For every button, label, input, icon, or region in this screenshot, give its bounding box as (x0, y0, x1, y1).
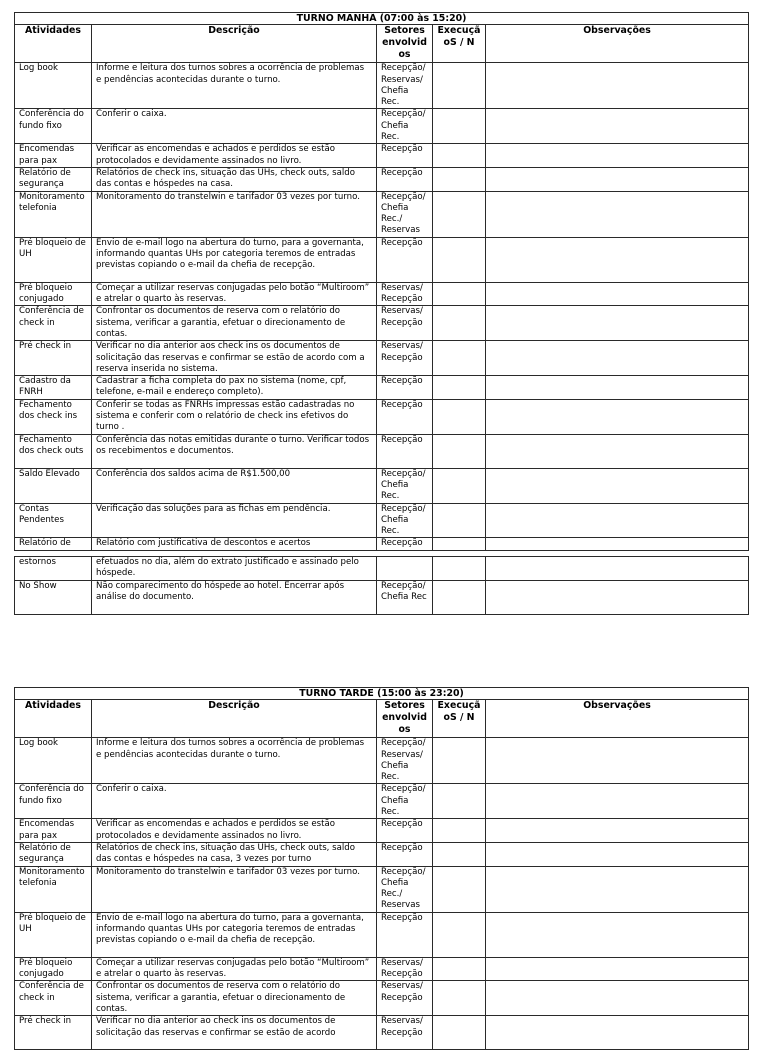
activity-cell: Contas Pendentes (15, 503, 92, 538)
table-row (15, 784, 749, 819)
execution-cell (433, 306, 486, 341)
activity-cell: Relatório de segurança (15, 842, 92, 866)
sectors-cell: Recepção (377, 376, 433, 400)
execution-cell (433, 819, 486, 843)
header-description: Descrição (92, 700, 377, 738)
sectors-cell: Recepção (377, 434, 433, 468)
execution-cell (433, 341, 486, 376)
sectors-cell: Recepção (377, 842, 433, 866)
description-cell: Envio de e-mail logo na abertura do turno, para a governanta, informando quantas UHs por categoria teremos de entradas previstas copiando o e-mail da chefia de recepção. (92, 237, 377, 282)
description-cell: Envio de e-mail logo na abertura do turno, para a governanta, informando quantas UHs por categoria teremos de entradas previstas copiando o e-mail da chefia de recepção. (92, 912, 377, 957)
execution-cell (433, 538, 486, 550)
execution-cell (433, 399, 486, 434)
execution-cell (433, 282, 486, 306)
table-row (15, 957, 749, 981)
observations-cell (486, 819, 749, 843)
table-row (15, 306, 749, 341)
sectors-cell: Reservas/ Recepção (377, 282, 433, 306)
execution-cell (433, 957, 486, 981)
sectors-cell: Recepção (377, 399, 433, 434)
description-cell: Verificação das soluções para as fichas em pendência. (92, 503, 377, 538)
activity-cell: Monitoramento telefonia (15, 191, 92, 237)
observations-cell (486, 557, 749, 581)
sectors-cell: Reservas/ Recepção (377, 306, 433, 341)
sectors-cell: Recepção (377, 144, 433, 168)
header-sectors: Setores envolvidos (377, 700, 433, 738)
sectors-cell: Recepção/ Chefia Rec. (377, 503, 433, 538)
execution-cell (433, 376, 486, 400)
table-row (15, 167, 749, 191)
description-cell: Conferir o caixa. (92, 109, 377, 144)
description-cell: Não comparecimento do hóspede ao hotel. Encerrar após análise do documento. (92, 580, 377, 614)
table-row (15, 580, 749, 614)
activity-cell: Cadastro da FNRH (15, 376, 92, 400)
execution-cell (433, 842, 486, 866)
activity-cell: Monitoramento telefonia (15, 866, 92, 912)
description-cell: efetuados no dia, além do extrato justificado e assinado pelo hóspede. (92, 557, 377, 581)
sectors-cell: Recepção (377, 237, 433, 282)
observations-cell (486, 191, 749, 237)
activity-cell: Fechamento dos check ins (15, 399, 92, 434)
table-row (15, 191, 749, 237)
sectors-cell: Recepção (377, 819, 433, 843)
description-cell: Monitoramento do transtelwin e tarifador 03 vezes por turno. (92, 866, 377, 912)
observations-cell (486, 144, 749, 168)
observations-cell (486, 784, 749, 819)
observations-cell (486, 842, 749, 866)
observations-cell (486, 282, 749, 306)
description-cell: Confrontar os documentos de reserva com o relatório do sistema, verificar a garantia, efetuar o direcionamento de contas. (92, 981, 377, 1016)
activity-cell: Conferência do fundo fixo (15, 109, 92, 144)
header-activity: Atividades (15, 25, 92, 63)
sectors-cell (377, 557, 433, 581)
description-cell: Confrontar os documentos de reserva com o relatório do sistema, verificar a garantia, efetuar o direcionamento de contas. (92, 306, 377, 341)
activity-cell: Pré bloqueio conjugado (15, 282, 92, 306)
activity-cell: Pré check in (15, 341, 92, 376)
table-row (15, 144, 749, 168)
execution-cell (433, 63, 486, 109)
table-row (15, 866, 749, 912)
sectors-cell: Recepção/ Reservas/ Chefia Rec. (377, 738, 433, 784)
table-row (15, 341, 749, 376)
activity-cell: Encomendas para pax (15, 819, 92, 843)
sectors-cell: Recepção/ Chefia Rec./ Reservas (377, 866, 433, 912)
sectors-cell: Reservas/ Recepção (377, 1016, 433, 1050)
activity-cell: estornos (15, 557, 92, 581)
observations-cell (486, 957, 749, 981)
execution-cell (433, 557, 486, 581)
table-row (15, 468, 749, 503)
sectors-cell: Recepção/ Chefia Rec (377, 580, 433, 614)
header-observations: Observações (486, 25, 749, 63)
execution-cell (433, 109, 486, 144)
header-observations: Observações (486, 700, 749, 738)
execution-cell (433, 866, 486, 912)
description-cell: Começar a utilizar reservas conjugadas pelo botão “Multiroom” e atrelar o quarto às reservas. (92, 957, 377, 981)
execution-cell (433, 144, 486, 168)
execution-cell (433, 738, 486, 784)
execution-cell (433, 981, 486, 1016)
observations-cell (486, 434, 749, 468)
execution-cell (433, 434, 486, 468)
description-cell: Verificar no dia anterior ao check ins os documentos de solicitação das reservas e confirmar se estão de acordo (92, 1016, 377, 1050)
observations-cell (486, 1016, 749, 1050)
activity-cell: Conferência de check in (15, 981, 92, 1016)
table-row (15, 819, 749, 843)
description-cell: Verificar as encomendas e achados e perdidos se estão protocolados e devidamente assinados no livro. (92, 144, 377, 168)
description-cell: Conferir o caixa. (92, 784, 377, 819)
table-row (15, 376, 749, 400)
execution-cell (433, 237, 486, 282)
observations-cell (486, 237, 749, 282)
description-cell: Relatórios de check ins, situação das UHs, check outs, saldo das contas e hóspedes na casa. (92, 167, 377, 191)
table-row (15, 842, 749, 866)
description-cell: Relatório com justificativa de descontos e acertos (92, 538, 377, 550)
description-cell: Conferência das notas emitidas durante o turno. Verificar todos os recebimentos e documentos. (92, 434, 377, 468)
sectors-cell: Recepção/ Chefia Rec. (377, 109, 433, 144)
header-activity: Atividades (15, 700, 92, 738)
afternoon-shift-title: TURNO TARDE (15:00 às 23:20) (15, 688, 749, 700)
observations-cell (486, 341, 749, 376)
sectors-cell: Recepção (377, 538, 433, 550)
activity-cell: Pré bloqueio de UH (15, 912, 92, 957)
activity-cell: Fechamento dos check outs (15, 434, 92, 468)
activity-cell: Conferência de check in (15, 306, 92, 341)
sectors-cell: Reservas/ Recepção (377, 981, 433, 1016)
description-cell: Conferir se todas as FNRHs impressas estão cadastradas no sistema e conferir com o relatório de check ins efetivos do turno . (92, 399, 377, 434)
description-cell: Informe e leitura dos turnos sobres a ocorrência de problemas e pendências acontecidas durante o turno. (92, 63, 377, 109)
observations-cell (486, 376, 749, 400)
activity-cell: Pré bloqueio conjugado (15, 957, 92, 981)
morning-shift-title: TURNO MANHÃ (07:00 às 15:20) (15, 13, 749, 25)
header-execution: ExecuçãoS / N (433, 25, 486, 63)
sectors-cell: Recepção/ Chefia Rec. (377, 784, 433, 819)
table-row (15, 282, 749, 306)
morning-shift-table (14, 12, 749, 551)
table-row (15, 109, 749, 144)
sectors-cell: Reservas/ Recepção (377, 957, 433, 981)
table-row (15, 237, 749, 282)
description-cell: Cadastrar a ficha completa do pax no sistema (nome, cpf, telefone, e-mail e endereço completo). (92, 376, 377, 400)
sectors-cell: Recepção/ Chefia Rec. (377, 468, 433, 503)
execution-cell (433, 503, 486, 538)
header-sectors: Setores envolvidos (377, 25, 433, 63)
description-cell: Informe e leitura dos turnos sobres a ocorrência de problemas e pendências acontecidas durante o turno. (92, 738, 377, 784)
afternoon-shift-table (14, 687, 749, 1050)
observations-cell (486, 580, 749, 614)
header-execution: ExecuçãoS / N (433, 700, 486, 738)
activity-cell: Encomendas para pax (15, 144, 92, 168)
table-row (15, 63, 749, 109)
activity-cell: No Show (15, 580, 92, 614)
sectors-cell: Recepção (377, 167, 433, 191)
table-row (15, 538, 749, 550)
observations-cell (486, 109, 749, 144)
morning-shift-table-continued (14, 556, 749, 615)
observations-cell (486, 981, 749, 1016)
observations-cell (486, 738, 749, 784)
table-row (15, 1016, 749, 1050)
activity-cell: Pré check in (15, 1016, 92, 1050)
sectors-cell: Reservas/ Recepção (377, 341, 433, 376)
table-row (15, 738, 749, 784)
description-cell: Monitoramento do transtelwin e tarifador 03 vezes por turno. (92, 191, 377, 237)
description-cell: Relatórios de check ins, situação das UHs, check outs, saldo das contas e hóspedes na casa, 3 vezes por turno (92, 842, 377, 866)
header-description: Descrição (92, 25, 377, 63)
description-cell: Começar a utilizar reservas conjugadas pelo botão “Multiroom” e atrelar o quarto às reservas. (92, 282, 377, 306)
observations-cell (486, 912, 749, 957)
execution-cell (433, 468, 486, 503)
execution-cell (433, 784, 486, 819)
observations-cell (486, 167, 749, 191)
activity-cell: Relatório de (15, 538, 92, 550)
sectors-cell: Recepção/ Reservas/ Chefia Rec. (377, 63, 433, 109)
execution-cell (433, 167, 486, 191)
execution-cell (433, 1016, 486, 1050)
execution-cell (433, 912, 486, 957)
observations-cell (486, 399, 749, 434)
table-row (15, 399, 749, 434)
observations-cell (486, 538, 749, 550)
sectors-cell: Recepção (377, 912, 433, 957)
observations-cell (486, 503, 749, 538)
execution-cell (433, 191, 486, 237)
table-row (15, 503, 749, 538)
table-row (15, 434, 749, 468)
activity-cell: Relatório de segurança (15, 167, 92, 191)
activity-cell: Saldo Elevado (15, 468, 92, 503)
execution-cell (433, 580, 486, 614)
description-cell: Verificar as encomendas e achados e perdidos se estão protocolados e devidamente assinados no livro. (92, 819, 377, 843)
observations-cell (486, 63, 749, 109)
table-row (15, 981, 749, 1016)
observations-cell (486, 468, 749, 503)
activity-cell: Conferência do fundo fixo (15, 784, 92, 819)
activity-cell: Log book (15, 63, 92, 109)
sectors-cell: Recepção/ Chefia Rec./ Reservas (377, 191, 433, 237)
activity-cell: Pré bloqueio de UH (15, 237, 92, 282)
description-cell: Verificar no dia anterior aos check ins os documentos de solicitação das reservas e confirmar se estão de acordo com a reserva inserida no sistema. (92, 341, 377, 376)
observations-cell (486, 306, 749, 341)
activity-cell: Log book (15, 738, 92, 784)
table-row (15, 557, 749, 581)
table-row (15, 912, 749, 957)
description-cell: Conferência dos saldos acima de R$1.500,00 (92, 468, 377, 503)
observations-cell (486, 866, 749, 912)
